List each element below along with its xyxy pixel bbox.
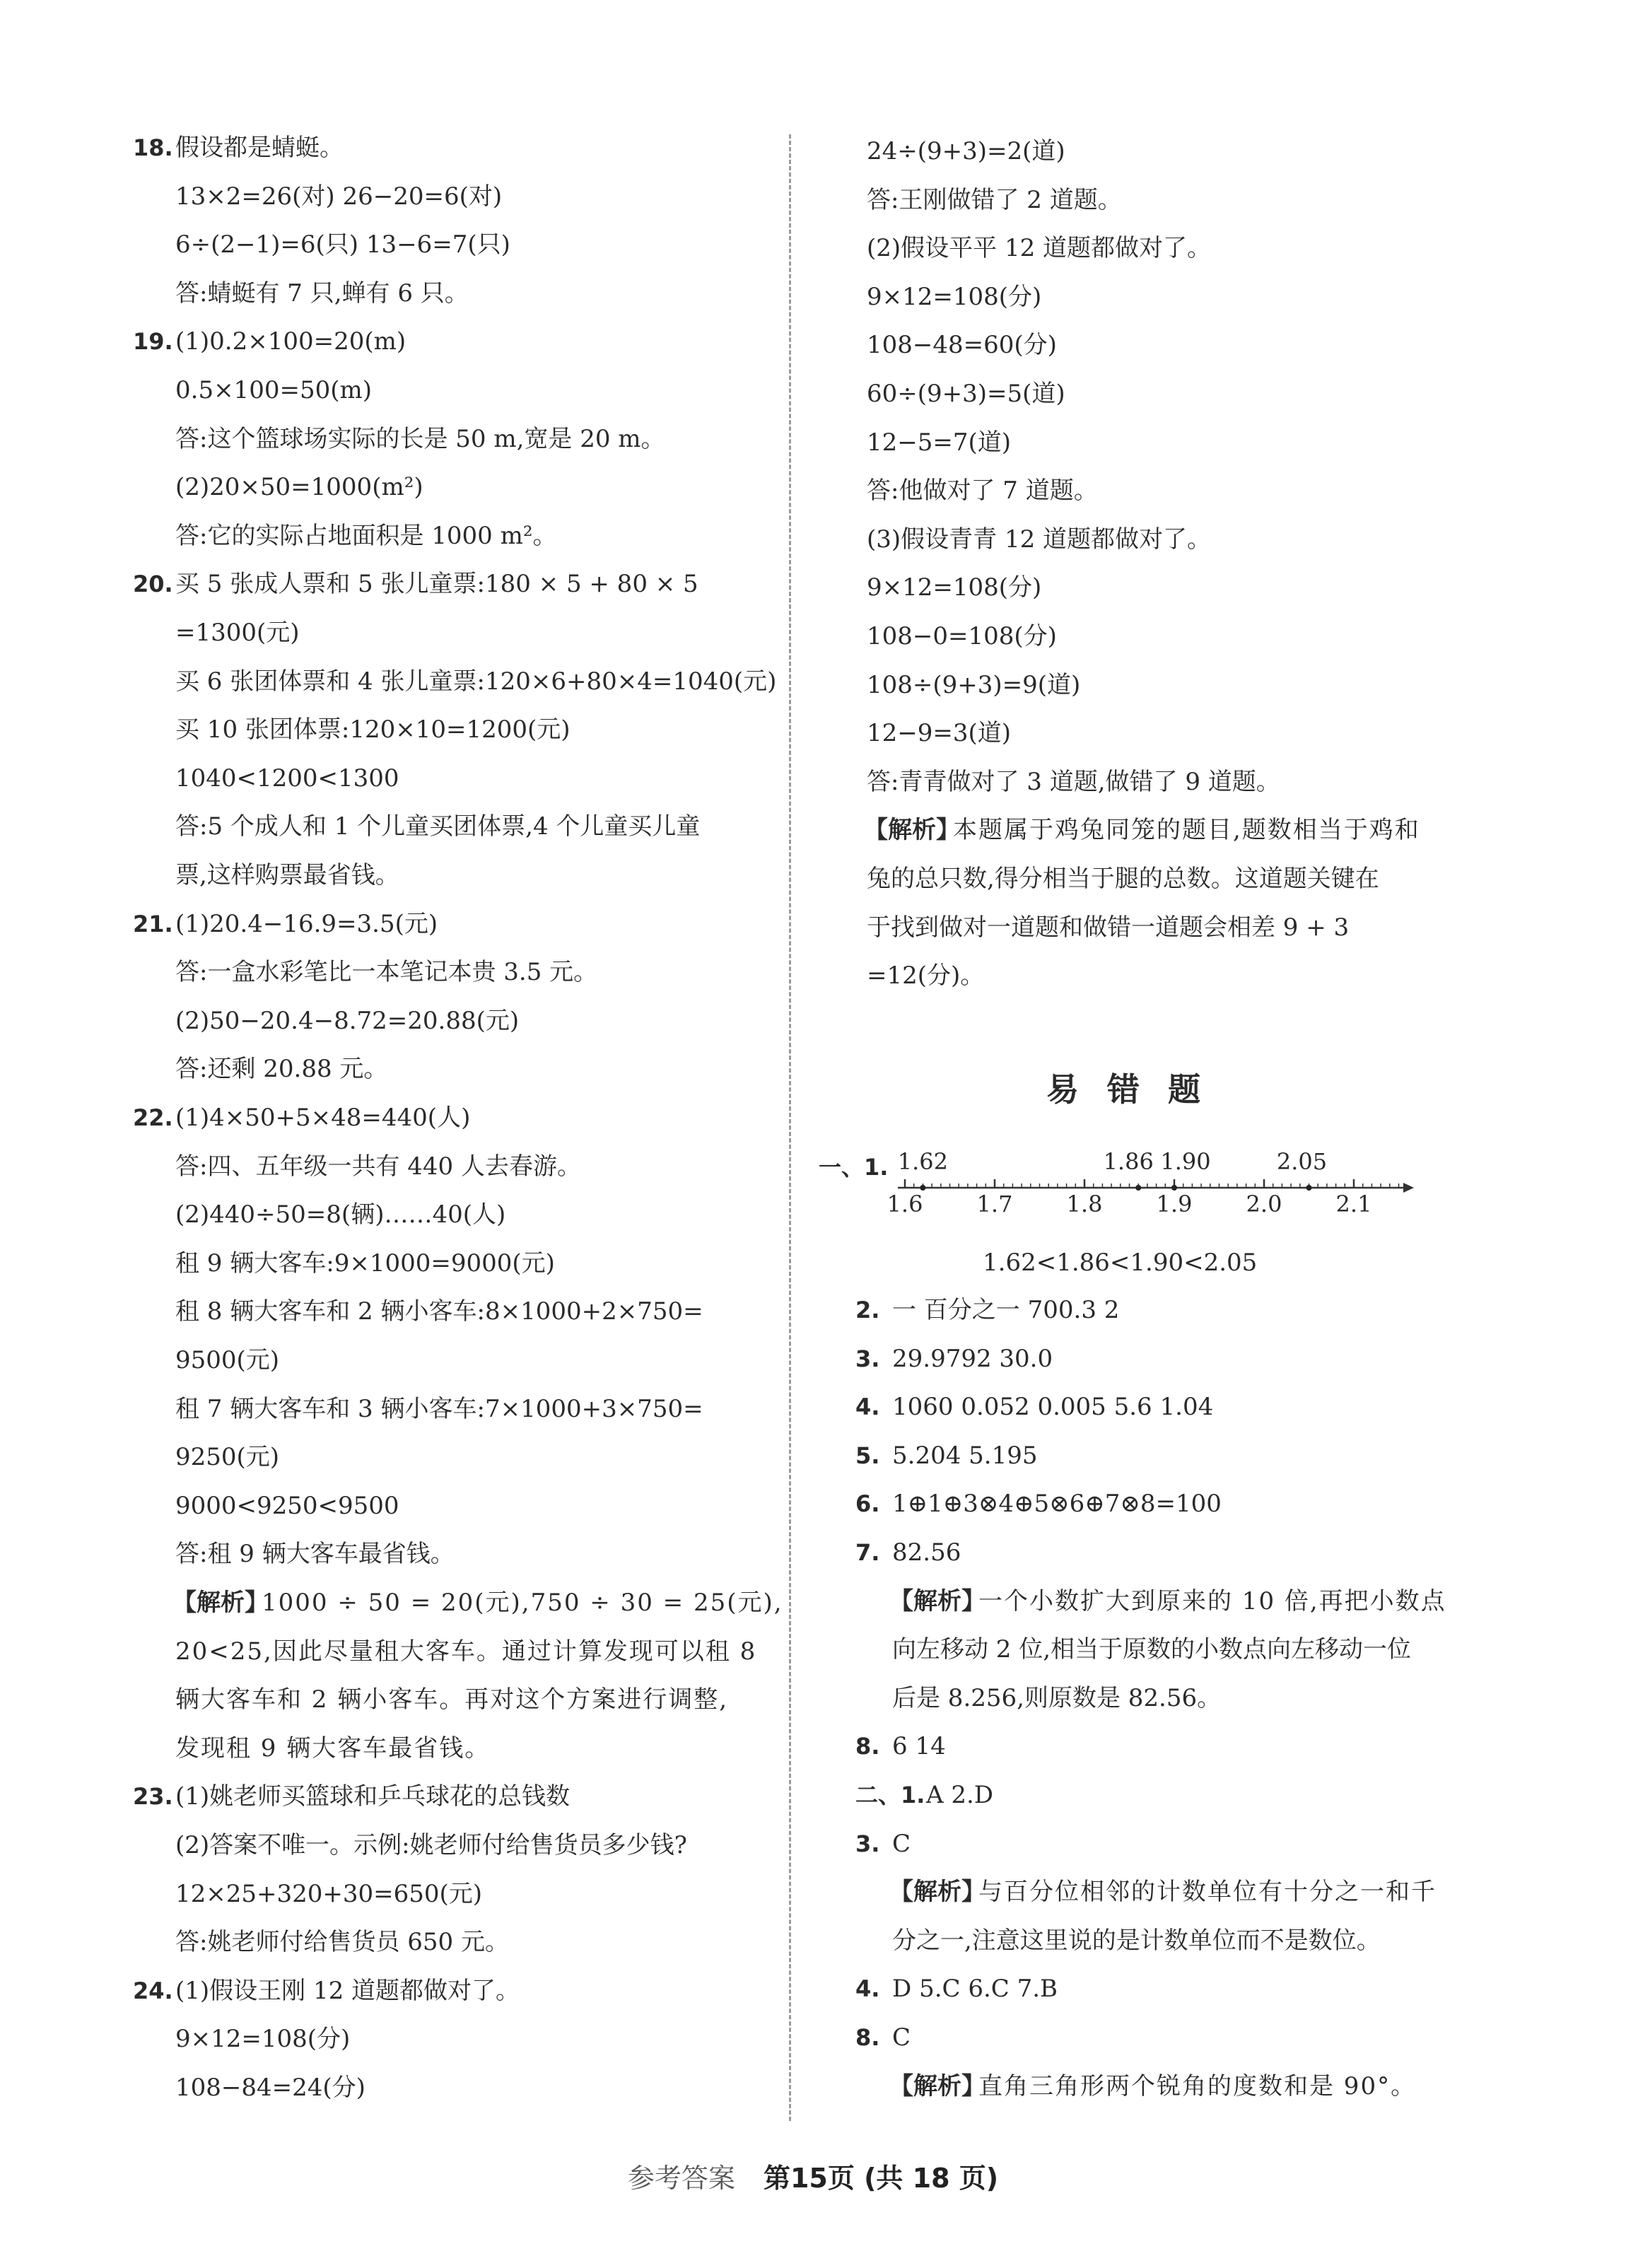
answer-line: (2)假设平平 12 道题都做对了。 (867, 234, 1212, 263)
answer-line: 买 10 张团体票:120×10=1200(元) (175, 715, 571, 744)
numberline-compare: 1.62<1.86<1.90<2.05 (983, 1249, 1258, 1277)
answer-line: =12(分)。 (867, 961, 985, 990)
question-number: 22. (133, 1104, 173, 1131)
question-number: 3. (855, 1345, 880, 1372)
answer-line: 买 6 张团体票和 4 张儿童票:120×6+80×4=1040(元) (175, 667, 777, 696)
point-marker (1306, 1185, 1312, 1191)
point-label: 1.62 (897, 1152, 949, 1175)
answer-line: 9×12=108(分) (867, 573, 1042, 602)
question-number: 4. (855, 1393, 880, 1421)
answer-line: A 2.D (926, 1781, 994, 1809)
answer-line: 108−48=60(分) (867, 331, 1057, 360)
analysis-tag: 【解析】 (889, 2071, 985, 2100)
numberline-prefix: 一、1. (819, 1154, 889, 1181)
question-number: 6. (855, 1490, 880, 1518)
answer-line: 1⊕1⊕3⊗4⊕5⊗6⊕7⊗8=100 (892, 1490, 1222, 1519)
tick-label: 2.1 (1335, 1191, 1372, 1216)
answer-line: 9000<9250<9500 (175, 1491, 399, 1520)
analysis-tag: 【解析】 (889, 1586, 985, 1615)
answer-line: C (892, 1829, 911, 1858)
answer-line: 答:他做对了 7 道题。 (867, 477, 1098, 505)
answer-line: 6÷(2−1)=6(只) 13−6=7(只) (175, 230, 510, 259)
axis-arrow (1403, 1183, 1414, 1193)
answer-line: 答:5 个成人和 1 个儿童买团体票,4 个儿童买儿童 (175, 812, 701, 841)
question-number: 20. (133, 571, 173, 598)
answer-line: 0.5×100=50(m) (175, 376, 372, 404)
answer-line: (2)20×50=1000(m²) (175, 473, 423, 502)
answer-line: 12×25+320+30=650(元) (175, 1879, 483, 1908)
answer-line: 6 14 (892, 1732, 946, 1761)
answer-line: 后是 8.256,则原数是 82.56。 (892, 1683, 1222, 1712)
answer-line: (1)姚老师买篮球和乒乓球花的总钱数 (175, 1782, 571, 1811)
answer-line: (1)20.4−16.9=3.5(元) (175, 909, 438, 938)
answer-line: (2)440÷50=8(辆)……40(人) (175, 1200, 506, 1229)
answer-line: =1300(元) (175, 619, 300, 647)
analysis-tag: 【解析】 (864, 816, 960, 845)
answer-line: 发现租 9 辆大客车最省钱。 (175, 1734, 491, 1763)
tick-label: 1.8 (1066, 1191, 1103, 1216)
question-number: 4. (855, 1975, 880, 2003)
answer-line: 5.204 5.195 (892, 1441, 1038, 1470)
answer-line: 答:四、五年级一共有 440 人去春游。 (175, 1152, 581, 1181)
answer-line: 108÷(9+3)=9(道) (867, 670, 1081, 699)
answer-line: 于找到做对一道题和做错一道题会相差 9 + 3 (867, 913, 1350, 942)
answer-line: 租 9 辆大客车:9×1000=9000(元) (175, 1249, 555, 1278)
question-number: 二、1. (855, 1782, 925, 1808)
question-number: 7. (855, 1539, 880, 1566)
answer-line: 108−0=108(分) (867, 622, 1057, 650)
answer-line: 82.56 (892, 1538, 961, 1567)
analysis-text: 直角三角形两个锐角的度数和是 90°。 (978, 2071, 1417, 2100)
point-label: 2.05 (1276, 1152, 1328, 1175)
tick-label: 2.0 (1246, 1191, 1282, 1216)
analysis-tag: 【解析】 (889, 1878, 985, 1907)
answer-line: 向左移动 2 位,相当于原数的小数点向左移动一位 (892, 1635, 1412, 1664)
footer-page-number: 第15页 (共 18 页) (763, 2163, 999, 2194)
analysis-text: 一个小数扩大到原来的 10 倍,再把小数点 (978, 1586, 1446, 1615)
answer-line: 答:它的实际占地面积是 1000 m²。 (175, 521, 557, 550)
analysis-text: 1000 ÷ 50 = 20(元),750 ÷ 30 = 25(元), (262, 1589, 783, 1617)
answer-line: C (892, 2023, 911, 2052)
answer-line: 答:租 9 辆大客车最省钱。 (175, 1540, 455, 1569)
point-label: 1.86 (1103, 1152, 1154, 1175)
answer-line: 答:青青做对了 3 道题,做错了 9 道题。 (867, 767, 1280, 796)
answer-line: 9×12=108(分) (175, 2025, 351, 2054)
answer-line: 12−9=3(道) (867, 719, 1012, 748)
page-footer (0, 2156, 1626, 2195)
column-divider (789, 134, 791, 2121)
answer-line: 买 5 张成人票和 5 张儿童票:180 × 5 + 80 × 5 (175, 570, 698, 599)
footer-label: 参考答案 (627, 2163, 735, 2194)
question-number: 18. (133, 134, 173, 161)
analysis-tag: 【解析】 (172, 1589, 269, 1617)
point-marker (920, 1185, 925, 1191)
question-number: 19. (133, 328, 173, 356)
question-number: 2. (855, 1297, 880, 1323)
answer-line: 租 8 辆大客车和 2 辆小客车:8×1000+2×750= (175, 1297, 703, 1326)
point-label: 1.90 (1160, 1152, 1211, 1175)
answer-line: (1)0.2×100=20(m) (175, 327, 406, 356)
answer-line: 29.9792 30.0 (892, 1344, 1053, 1373)
answer-line: 假设都是蜻蜓。 (175, 134, 344, 162)
answer-line: 12−5=7(道) (867, 428, 1012, 457)
answer-line: 一 百分之一 700.3 2 (892, 1296, 1120, 1324)
tick-label: 1.9 (1156, 1191, 1193, 1216)
answer-line: (1)假设王刚 12 道题都做对了。 (175, 1976, 520, 2005)
answer-line: 9250(元) (175, 1443, 280, 1472)
answer-line: 1040<1200<1300 (175, 764, 399, 793)
answer-line: 答:王刚做错了 2 道题。 (867, 185, 1122, 214)
answer-line: 108−84=24(分) (175, 2074, 365, 2102)
answer-line: (2)50−20.4−8.72=20.88(元) (175, 1006, 520, 1035)
answer-line: (1)4×50+5×48=440(人) (175, 1104, 471, 1132)
answer-line: 答:这个篮球场实际的长是 50 m,宽是 20 m。 (175, 424, 665, 453)
answer-line: 答:还剩 20.88 元。 (175, 1055, 388, 1084)
answer-line: 答:一盒水彩笔比一本笔记本贵 3.5 元。 (175, 958, 598, 987)
answer-line: 60÷(9+3)=5(道) (867, 380, 1065, 408)
question-number: 23. (133, 1783, 173, 1811)
question-number: 8. (855, 1733, 880, 1760)
analysis-text: 本题属于鸡兔同笼的题目,题数相当于鸡和 (953, 816, 1420, 845)
tick-label: 1.6 (887, 1191, 923, 1216)
section-title: 易错题 (1046, 1070, 1229, 1109)
answer-line: 兔的总只数,得分相当于腿的总数。这道题关键在 (867, 865, 1379, 893)
question-number: 5. (855, 1442, 880, 1469)
answer-line: 1060 0.052 0.005 5.6 1.04 (892, 1393, 1214, 1422)
answer-line: 票,这样购票最省钱。 (175, 861, 399, 889)
answer-line: 分之一,注意这里说的是计数单位而不是数位。 (892, 1926, 1381, 1955)
answer-line: 9500(元) (175, 1346, 280, 1374)
point-marker (1171, 1185, 1177, 1191)
answer-line: (3)假设青青 12 道题都做对了。 (867, 525, 1212, 554)
question-number: 8. (855, 2024, 880, 2051)
number-line (880, 1152, 1417, 1216)
answer-line: 20<25,因此尽量租大客车。通过计算发现可以租 8 (175, 1637, 757, 1666)
point-marker (1135, 1185, 1141, 1191)
answer-line: D 5.C 6.C 7.B (892, 1975, 1058, 2004)
answer-line: 9×12=108(分) (867, 282, 1042, 311)
answer-line: (2)答案不唯一。示例:姚老师付给售货员多少钱? (175, 1831, 687, 1859)
question-number: 21. (133, 910, 173, 937)
question-number: 24. (133, 1977, 173, 2004)
answer-line: 24÷(9+3)=2(道) (867, 137, 1065, 165)
answer-line: 租 7 辆大客车和 3 辆小客车:7×1000+3×750= (175, 1394, 703, 1423)
answer-line: 辆大客车和 2 辆小客车。再对这个方案进行调整, (175, 1685, 729, 1714)
analysis-text: 与百分位相邻的计数单位有十分之一和千 (978, 1878, 1437, 1907)
tick-label: 1.7 (976, 1191, 1013, 1216)
answer-line: 13×2=26(对) 26−20=6(对) (175, 182, 503, 211)
question-number: 3. (855, 1830, 880, 1857)
answer-line: 答:蜻蜓有 7 只,蝉有 6 只。 (175, 279, 469, 308)
answer-line: 答:姚老师付给售货员 650 元。 (175, 1928, 509, 1957)
